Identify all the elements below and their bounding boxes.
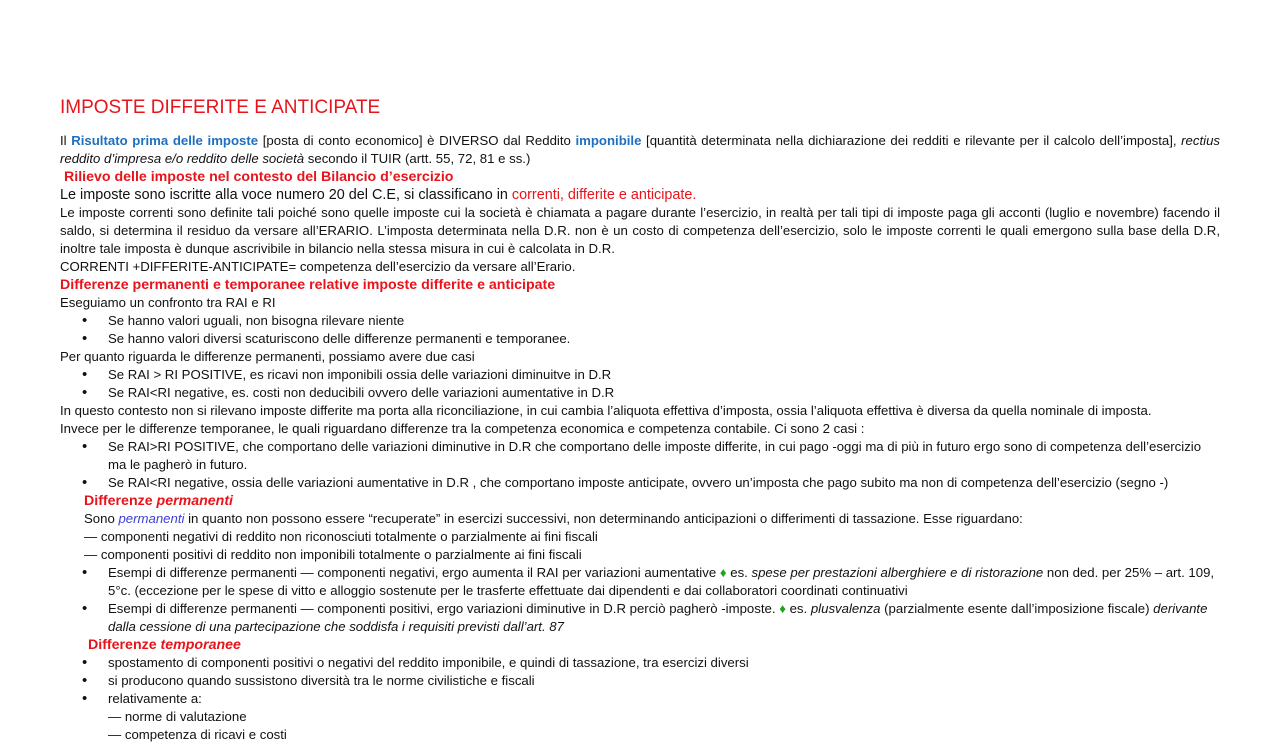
confronto-list — [60, 312, 1220, 348]
esempio-italic: plusvalenza — [810, 601, 881, 616]
esempio-es: es. — [726, 565, 752, 580]
esempio-text: Esempi di differenze permanenti — componenti positivi, ergo variazioni diminutive in D.R perciò pagherò -imposte. — [108, 601, 780, 616]
esempio-text: Esempi di differenze permanenti — componenti negativi, ergo aumenta il RAI per variazioni aumentative — [108, 565, 720, 580]
rectius-term: rectius reddito d’impresa e/o reddito delle società — [60, 133, 1220, 166]
diamond-icon: ♦ — [779, 601, 786, 616]
list-item: • si producono quando sussistono diversità tra le norme civilistiche e fiscali — [60, 672, 1220, 690]
permanenti-term: permanenti — [118, 511, 185, 526]
sono-text-1: Sono — [84, 511, 119, 526]
temporanee-list — [60, 438, 1220, 492]
esempio-italic-tail: derivante dalla cessione di una partecipazione che soddisfa i requisiti previsti dall’art. 87 — [108, 601, 1208, 634]
contesto-paragraph: In questo contesto non si rilevano imposte differite ma porta alla riconciliazione, in cui cambia l’aliquota effettiva d’imposta, ossia l’aliquota effettiva è diversa da quella nominale di imposta. — [60, 403, 1152, 418]
voce-paragraph — [60, 186, 1220, 204]
esempio-rest: (parzialmente esente dall’imposizione fiscale) — [880, 601, 1154, 616]
esempio-rest: non ded. per 25% – art. 109, 5°c. (eccezione per le spese di vitto e alloggio sostenute per le trasferte effettuate dai dipendenti e dai collaboratori coordinati continuativi — [108, 565, 1215, 598]
intro-text-4: secondo il TUIR (artt. 55, 72, 81 e ss.) — [304, 151, 531, 166]
temporanee-bullets — [60, 654, 1220, 708]
differenze-temporanee-heading — [60, 636, 1220, 654]
imponibile-term: imponibile — [575, 133, 642, 148]
list-item — [60, 600, 1220, 636]
esempio-es: es. — [785, 601, 811, 616]
esempi-list — [60, 564, 1220, 636]
intro-text-3: [quantità determinata nella dichiarazione dei redditi e rilevante per il calcolo dell’imposta], — [641, 133, 1182, 148]
relativamente-item: — competenza di ricavi e costi — [108, 727, 287, 742]
intro-text-1: Il — [60, 133, 72, 148]
relativamente-item: — norme di valutazione — [108, 709, 247, 724]
voce-highlight: correnti, differite e anticipate. — [511, 187, 697, 203]
document-title: IMPOSTE DIFFERITE E ANTICIPATE — [60, 97, 381, 118]
sono-text-2: in quanto non possono essere “recuperate” in esercizi successivi, non determinando anticipazioni o differimenti di tassazione. Esse riguardano: — [184, 511, 1023, 526]
voce-text: Le imposte sono iscritte alla voce numero 20 del C.E, si classificano in — [60, 187, 512, 203]
formula-line: CORRENTI +DIFFERITE-ANTICIPATE= competenza dell’esercizio da versare all’Erario. — [60, 259, 576, 274]
heading-italic-text: permanenti — [156, 493, 234, 509]
intro-text-2: [posta di conto economico] è DIVERSO dal Reddito — [258, 133, 576, 148]
heading-text: Differenze — [88, 637, 161, 653]
temporanee-intro: Invece per le differenze temporanee, le quali riguardano differenze tra la competenza economica e competenza contabile. Ci sono 2 casi : — [60, 421, 865, 436]
document-body — [60, 96, 1220, 744]
permanenti-list — [60, 366, 1220, 402]
diamond-icon: ♦ — [719, 565, 727, 580]
rilievo-heading: Rilievo delle imposte nel contesto del Bilancio d’esercizio — [64, 169, 454, 185]
permanenti-intro: Per quanto riguarda le differenze permanenti, possiamo avere due casi — [60, 349, 475, 364]
list-item: • Se RAI>RI POSITIVE, che comportano delle variazioni diminutive in D.R che comportano delle imposte differite, in cui pago -oggi ma di più in futuro ergo sono di competenza dell’esercizio ma le pagherò in futuro. — [60, 438, 1220, 474]
heading-italic-text: temporanee — [160, 637, 241, 653]
rai-term: Risultato prima delle imposte — [71, 133, 259, 148]
esempio-italic: spese per prestazioni alberghiere e di ristorazione — [751, 565, 1044, 580]
intro-paragraph — [60, 132, 1220, 168]
list-item — [60, 564, 1220, 600]
heading-text: Differenze — [84, 493, 157, 509]
dash-item: — componenti negativi di reddito non riconosciuti totalmente o parzialmente ai fini fiscali — [84, 529, 598, 544]
list-item: • Se RAI<RI negative, es. costi non deducibili ovvero delle variazioni aumentative in D.R — [60, 384, 1220, 402]
confronto-line: Eseguiamo un confronto tra RAI e RI — [60, 295, 276, 310]
sono-paragraph — [60, 510, 1220, 528]
list-item: • Se RAI<RI negative, ossia delle variazioni aumentative in D.R , che comportano imposte anticipate, ovvero un’imposta che pago subito ma non di competenza dell’esercizio (segno -) — [60, 474, 1220, 492]
list-item: • Se hanno valori uguali, non bisogna rilevare niente — [60, 312, 1220, 330]
differenze-permanenti-heading — [60, 492, 1220, 510]
dash-item: — componenti positivi di reddito non imponibili totalmente o parzialmente ai fini fiscali — [84, 547, 582, 562]
list-item: • spostamento di componenti positivi o negativi del reddito imponibile, e quindi di tassazione, tra esercizi diversi — [60, 654, 1220, 672]
list-item: • relativamente a: — [60, 690, 1220, 708]
differenze-heading: Differenze permanenti e temporanee relative imposte differite e anticipate — [60, 277, 556, 293]
correnti-paragraph: Le imposte correnti sono definite tali poiché sono quelle imposte cui la società è chiamata a pagare durante l’esercizio, in realtà per tali tipi di imposte paga gli acconti (luglio e novembre) facendo il saldo, si determina il residuo da versare all’ERARIO. L’imposta determinata nella D.R. non è un costo di competenza dell’esercizio, solo le imposte correnti le quali emergono sulla base della D.R, inoltre tale imposta è dunque ascrivibile in bilancio nella stessa misura in cui è calcolata in D.R. — [60, 205, 1220, 256]
list-item: • Se RAI > RI POSITIVE, es ricavi non imponibili ossia delle variazioni diminuitve in D.R — [60, 366, 1220, 384]
list-item: • Se hanno valori diversi scaturiscono delle differenze permanenti e temporanee. — [60, 330, 1220, 348]
